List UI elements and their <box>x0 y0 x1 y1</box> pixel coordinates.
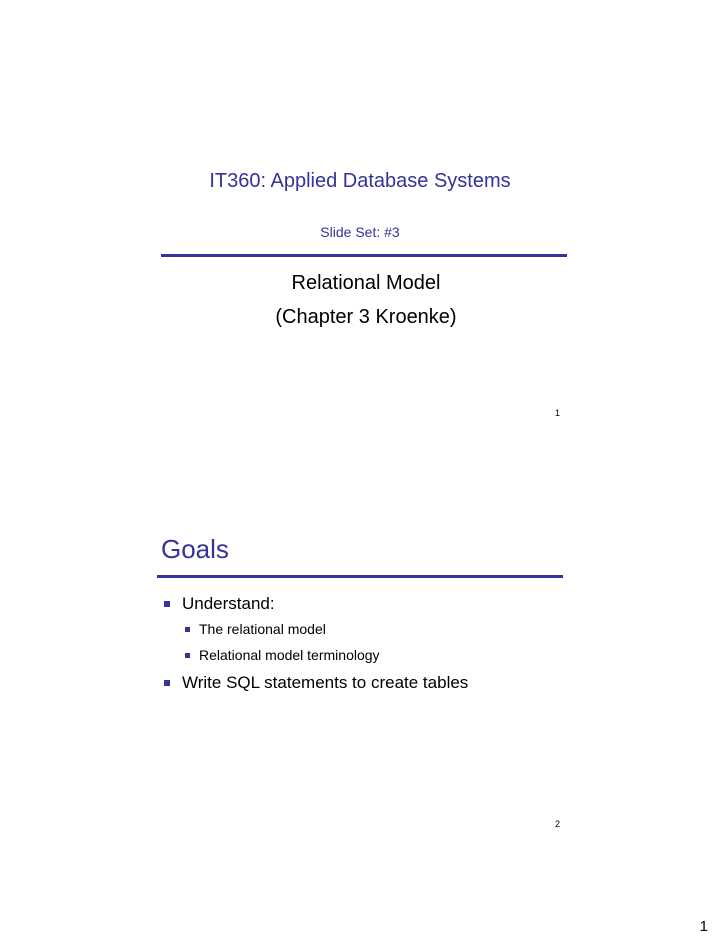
sub-bullet-item <box>185 647 380 663</box>
slide1-number: 1 <box>554 408 560 418</box>
slide1-title: IT360: Applied Database Systems <box>209 170 511 192</box>
slide2-title: Goals <box>161 534 229 564</box>
bullet-item <box>164 594 275 614</box>
slide1-subtitle: Slide Set: #3 <box>320 224 400 240</box>
sub-bullet-item <box>185 621 326 637</box>
square-bullet-icon <box>164 601 170 607</box>
slide2-number: 2 <box>554 819 560 829</box>
square-bullet-icon <box>164 680 170 686</box>
sub-bullet-text: The relational model <box>199 621 326 637</box>
bullet-text: Write SQL statements to create tables <box>182 673 469 692</box>
slide1-heading-line2: (Chapter 3 Kroenke) <box>275 306 457 328</box>
slide1-heading-line1: Relational Model <box>291 272 441 294</box>
slide2-divider <box>157 575 563 578</box>
bullet-item <box>164 673 468 693</box>
slide1-divider <box>161 254 567 257</box>
square-bullet-icon <box>185 627 190 632</box>
square-bullet-icon <box>185 653 190 658</box>
sub-bullet-text: Relational model terminology <box>199 647 380 663</box>
bullet-text: Understand: <box>182 594 275 613</box>
page-number: 1 <box>699 918 708 935</box>
